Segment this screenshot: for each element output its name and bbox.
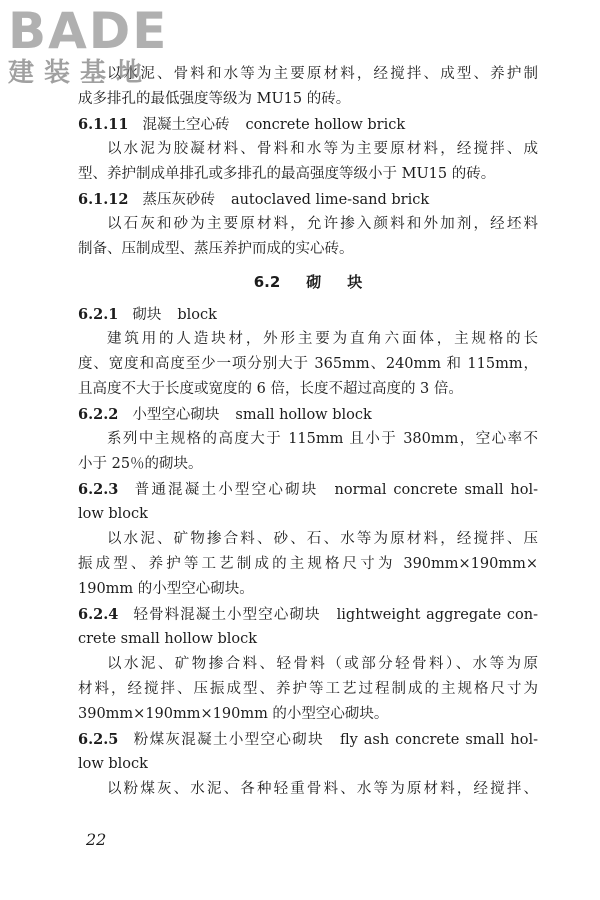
term-english: lightweight aggregate con- xyxy=(336,607,538,623)
term-chinese: 轻骨料混凝土小型空心砌块 xyxy=(132,607,321,623)
term-number: 6.1.11 xyxy=(78,116,129,133)
term-english: concrete hollow brick xyxy=(245,117,406,133)
body-line: 成多排孔的最低强度等级为 MU15 的砖。 xyxy=(78,91,351,107)
body-line: 振成型、养护等工艺制成的主规格尺寸为 390mm×190mm× xyxy=(78,556,538,572)
term-number: 6.1.12 xyxy=(78,191,129,208)
body-line: low block xyxy=(78,506,148,522)
term-heading-6-2-2 xyxy=(78,402,538,427)
body-line: 且高度不大于长度或宽度的 6 倍，长度不超过高度的 3 倍。 xyxy=(78,381,463,397)
term-heading-6-2-1 xyxy=(78,302,538,327)
body-line: 以水泥、骨料和水等为主要原材料，经搅拌、成型、养护制 xyxy=(107,66,538,82)
term-chinese: 粉煤灰混凝土小型空心砌块 xyxy=(132,732,324,748)
body-line: 390mm×190mm×190mm 的小型空心砌块。 xyxy=(78,706,389,722)
body-line: 材料，经搅拌、压振成型、养护等工艺过程制成的主规格尺寸为 xyxy=(78,681,538,697)
term-english: small hollow block xyxy=(235,407,372,423)
body-line: 以水泥为胶凝材料、骨料和水等为主要原材料，经搅拌、成 xyxy=(107,141,538,157)
body-line: 系列中主规格的高度大于 115mm 且小于 380mm，空心率不 xyxy=(107,431,538,447)
term-chinese: 砌块 xyxy=(132,307,162,323)
term-heading-6-2-4 xyxy=(78,602,538,627)
body-line: crete small hollow block xyxy=(78,631,258,647)
term-heading-6-1-11 xyxy=(78,112,538,137)
term-chinese: 小型空心砌块 xyxy=(132,407,220,423)
body-line: 建筑用的人造块材，外形主要为直角六面体，主规格的长 xyxy=(107,331,538,347)
term-number: 6.2.3 xyxy=(78,481,119,498)
body-line: low block xyxy=(78,756,148,772)
body-line: 以石灰和砂为主要原材料，允许掺入颜料和外加剂，经坯料 xyxy=(107,216,538,232)
term-english: block xyxy=(177,307,217,323)
term-chinese: 普通混凝土小型空心砌块 xyxy=(132,482,319,498)
body-line: 型、养护制成单排孔或多排孔的最高强度等级小于 MU15 的砖。 xyxy=(78,166,496,182)
section-heading xyxy=(78,262,538,302)
body-line: 以水泥、矿物掺合料、轻骨料（或部分轻骨料）、水等为原 xyxy=(107,656,538,672)
term-english: fly ash concrete small hol- xyxy=(339,732,539,748)
term-number: 6.2.2 xyxy=(78,406,119,423)
section-number: 6.2 xyxy=(253,273,281,291)
body-line: 以水泥、矿物掺合料、砂、石、水等为原材料，经搅拌、压 xyxy=(107,531,538,547)
term-number: 6.2.4 xyxy=(78,606,119,623)
document-page xyxy=(78,62,538,802)
term-heading-6-2-3 xyxy=(78,477,538,502)
term-heading-6-1-12 xyxy=(78,187,538,212)
body-line: 以粉煤灰、水泥、各种轻重骨料、水等为原材料，经搅拌、 xyxy=(107,781,538,797)
section-title-char: 砌 xyxy=(306,273,322,291)
term-number: 6.2.1 xyxy=(78,306,119,323)
term-heading-6-2-5 xyxy=(78,727,538,752)
body-line: 190mm 的小型空心砌块。 xyxy=(78,581,254,597)
term-chinese: 混凝土空心砖 xyxy=(142,117,230,133)
logo-subtitle: 建装基地 xyxy=(8,58,153,88)
term-english: autoclaved lime-sand brick xyxy=(230,192,430,208)
section-title-char: 块 xyxy=(347,273,363,291)
body-line: 小于 25％的砌块。 xyxy=(78,456,203,472)
term-number: 6.2.5 xyxy=(78,731,119,748)
bade-watermark-logo xyxy=(8,4,178,96)
page-number: 22 xyxy=(86,830,107,849)
logo-wordmark: BADE xyxy=(8,2,169,60)
term-english: normal concrete small hol- xyxy=(334,482,538,498)
term-chinese: 蒸压灰砂砖 xyxy=(142,192,215,208)
body-line: 度、宽度和高度至少一项分别大于 365mm、240mm 和 115mm， xyxy=(78,356,538,372)
body-line: 制备、压制成型、蒸压养护而成的实心砖。 xyxy=(78,241,354,257)
